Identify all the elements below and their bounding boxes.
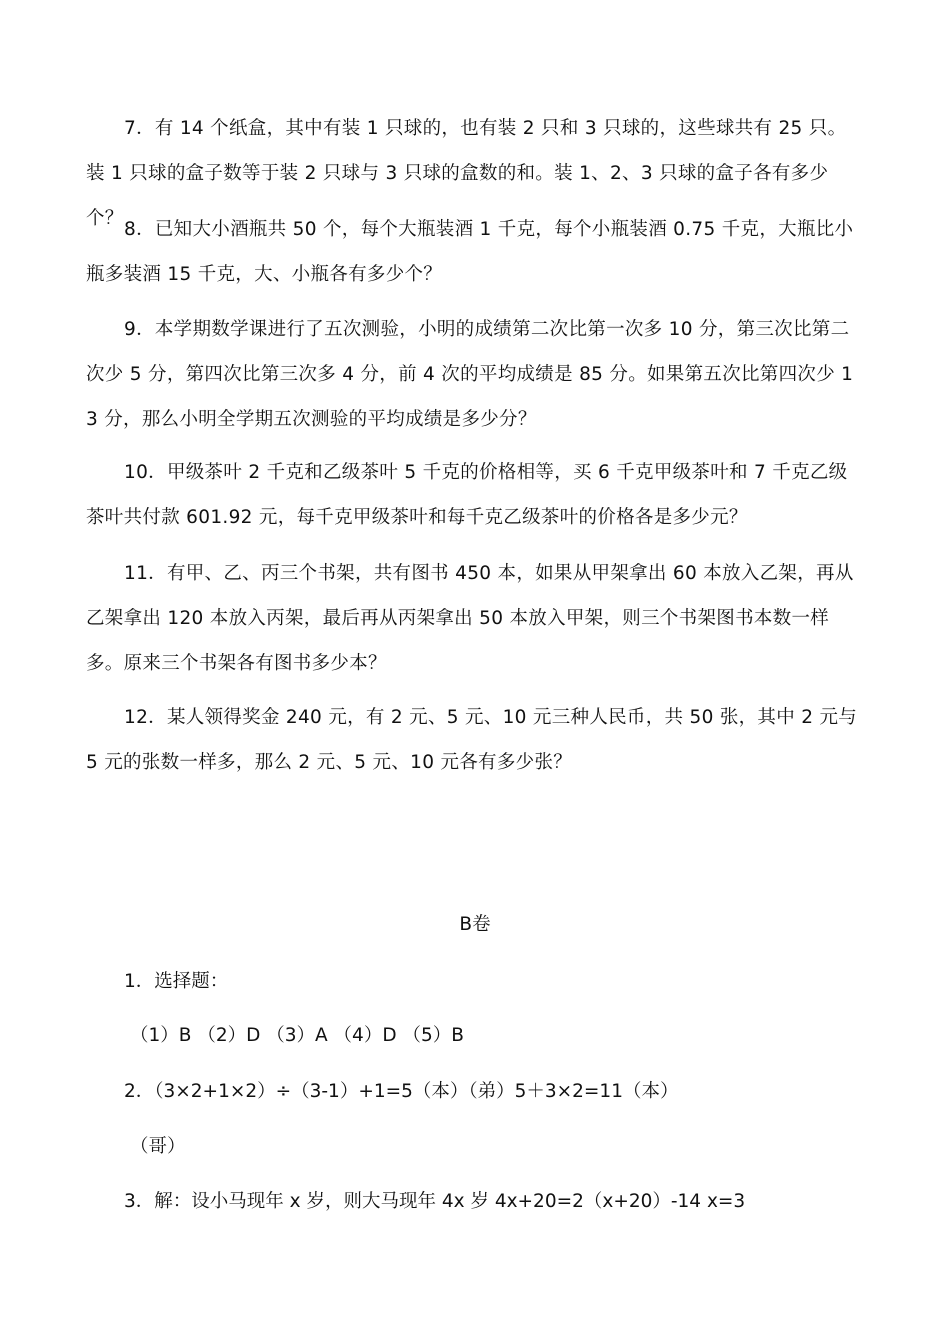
section-b-title: B卷 xyxy=(459,914,491,935)
problem-10: 10．甲级茶叶 2 千克和乙级茶叶 5 千克的价格相等，买 6 千克甲级茶叶和 7 千克乙级茶叶共付款 601.92 元，每千克甲级茶叶和每千克乙级茶叶的价格各是多少元？ xyxy=(86,462,848,528)
problem-7: 7．有 14 个纸盒，其中有装 1 只球的，也有装 2 只和 3 只球的，这些球共有 25 只。装 1 只球的盒子数等于装 2 只球与 3 只球的盒数的和。装 1、2、3 只球的盒子各有多少个？ xyxy=(86,118,847,229)
answer-1-heading: 1．选择题： xyxy=(124,971,229,992)
answer-3: 3．解：设小马现年 x 岁，则大马现年 4x 岁 4x+20=2（x+20）-14 x=3 xyxy=(124,1191,746,1212)
problem-12: 12．某人领得奖金 240 元，有 2 元、5 元、10 元三种人民币，共 50 张，其中 2 元与 5 元的张数一样多，那么 2 元、5 元、10 元各有多少张？ xyxy=(86,707,858,773)
problem-8: 8．已知大小酒瓶共 50 个，每个大瓶装酒 1 千克，每个小瓶装酒 0.75 千克，大瓶比小瓶多装酒 15 千克，大、小瓶各有多少个？ xyxy=(86,219,854,285)
answer-2: 2．（3×2+1×2）÷（3-1）+1=5（本）（弟）5＋3×2=11（本） xyxy=(124,1081,679,1102)
problem-9: 9．本学期数学课进行了五次测验，小明的成绩第二次比第一次多 10 分，第三次比第二次少 5 分，第四次比第三次多 4 分，前 4 次的平均成绩是 85 分。如果第五次比第四次少 13 分，那么小明全学期五次测验的平均成绩是多少分？ xyxy=(86,319,854,430)
problem-11: 11．有甲、乙、丙三个书架，共有图书 450 本，如果从甲架拿出 60 本放入乙架，再从乙架拿出 120 本放入丙架，最后再从丙架拿出 50 本放入甲架，则三个书架图书本数一样多。原来三个书架各有图书多少本？ xyxy=(86,563,854,674)
answer-2-continued: （哥） xyxy=(130,1136,186,1157)
answer-1-choices: （1）B （2）D （3）A （4）D （5）B xyxy=(130,1025,464,1046)
